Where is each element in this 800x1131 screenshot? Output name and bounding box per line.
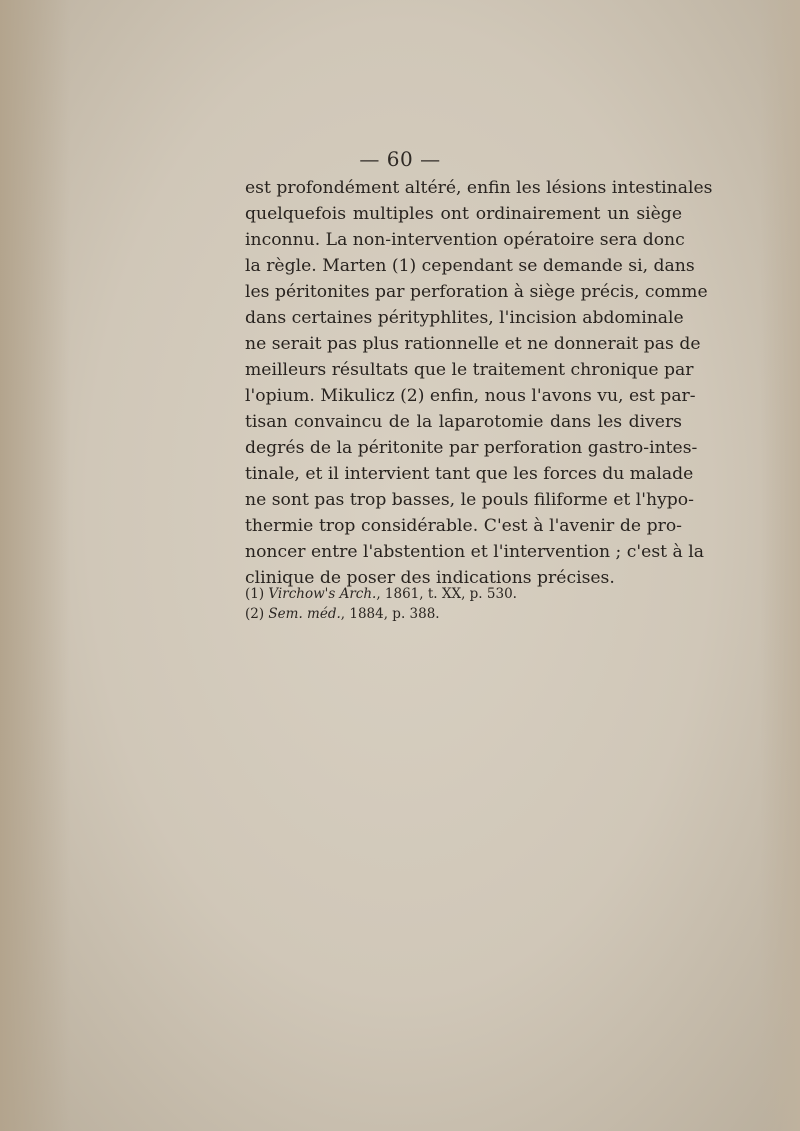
footnote-2 — [245, 604, 517, 624]
footnote-source: Sem. méd. — [268, 606, 341, 622]
footnote-details: , 1884, p. 388. — [340, 606, 440, 622]
footnote-mark: (2) — [245, 606, 265, 622]
body-paragraph — [245, 175, 713, 591]
text-line: dans certaines pérityphlites, l'incision abdominale — [245, 308, 684, 328]
text-line: thermie trop considérable. C'est à l'avenir de pro- — [245, 516, 682, 536]
footnote-1 — [245, 584, 517, 604]
footnote-details: , 1861, t. XX, p. 530. — [376, 586, 517, 602]
text-line: l'opium. Mikulicz (2) enfin, nous l'avons vu, est par- — [245, 386, 696, 406]
page-number: — 60 — — [359, 147, 441, 171]
footnotes — [245, 584, 517, 624]
text-line: inconnu. La non-intervention opératoire sera donc — [245, 230, 685, 250]
text-line: quelquefois multiples ont ordinairement un siège — [245, 204, 682, 224]
text-line: est profondément altéré, enfin les lésions intestinales — [245, 178, 713, 198]
text-line: ne sont pas trop basses, le pouls filiforme et l'hypo- — [245, 490, 694, 510]
text-line: tinale, et il intervient tant que les forces du malade — [245, 464, 694, 484]
text-line: les péritonites par perforation à siège précis, comme — [245, 282, 708, 302]
text-line: meilleurs résultats que le traitement chronique par — [245, 360, 694, 380]
text-line: tisan convaincu de la laparotomie dans les divers — [245, 412, 682, 432]
text-line: la règle. Marten (1) cependant se demande si, dans — [245, 256, 695, 276]
text-line: degrés de la péritonite par perforation gastro-intes- — [245, 438, 698, 458]
text-line: ne serait pas plus rationnelle et ne donnerait pas de — [245, 334, 701, 354]
footnote-mark: (1) — [245, 586, 265, 602]
text-line: clinique de poser des indications précises. — [245, 568, 615, 588]
text-line: noncer entre l'abstention et l'intervention ; c'est à la — [245, 542, 704, 562]
footnote-source: Virchow's Arch. — [268, 586, 377, 602]
